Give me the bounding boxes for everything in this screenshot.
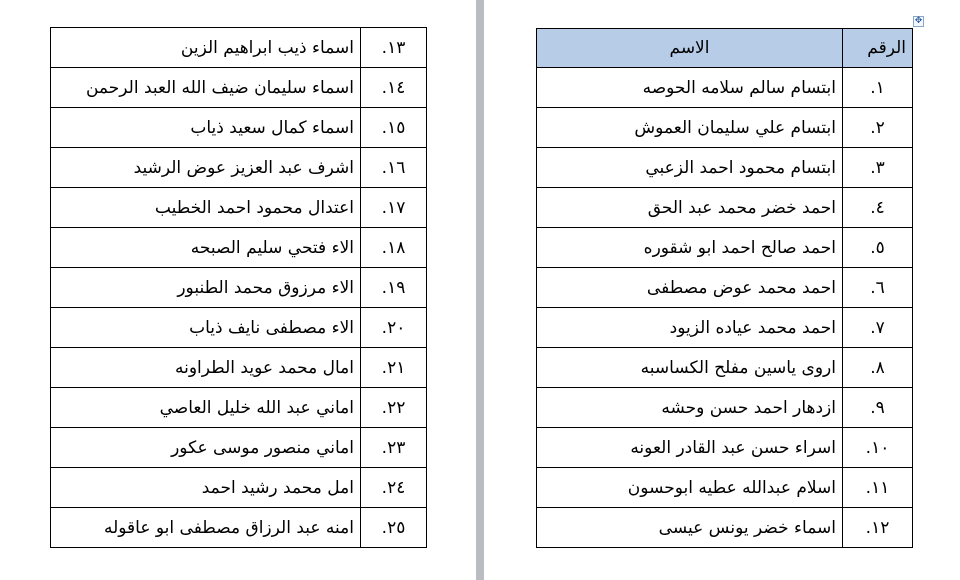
name-column-header: الاسم [537, 29, 843, 68]
table-row [51, 468, 427, 508]
student-name-cell: الاء فتحي سليم الصبحه [51, 228, 361, 268]
table-row [51, 68, 427, 108]
table-row [51, 28, 427, 68]
table-row [537, 348, 913, 388]
row-number-cell: ١١. [843, 468, 913, 508]
number-column-header: الرقم [843, 29, 913, 68]
table-header-row [537, 29, 913, 68]
row-number-cell: ٢٤. [361, 468, 427, 508]
table-row [537, 108, 913, 148]
row-number-cell: ٦. [843, 268, 913, 308]
student-name-cell: الاء مرزوق محمد الطنبور [51, 268, 361, 308]
student-name-cell: اشرف عبد العزيز عوض الرشيد [51, 148, 361, 188]
row-number-cell: ٢١. [361, 348, 427, 388]
row-number-cell: ١٥. [361, 108, 427, 148]
students-table-left [50, 27, 427, 548]
table-row [537, 388, 913, 428]
row-number-cell: ٣. [843, 148, 913, 188]
student-name-cell: اماني عبد الله خليل العاصي [51, 388, 361, 428]
table-row [51, 268, 427, 308]
student-name-cell: امال محمد عويد الطراونه [51, 348, 361, 388]
student-name-cell: الاء مصطفى نايف ذياب [51, 308, 361, 348]
student-name-cell: اعتدال محمود احمد الخطيب [51, 188, 361, 228]
page-divider [476, 0, 484, 580]
table-row [537, 188, 913, 228]
student-name-cell: اسماء سليمان ضيف الله العبد الرحمن [51, 68, 361, 108]
table-row [51, 388, 427, 428]
table-row [537, 148, 913, 188]
table-row [537, 308, 913, 348]
row-number-cell: ١٩. [361, 268, 427, 308]
student-name-cell: اسراء حسن عبد القادر العونه [537, 428, 843, 468]
row-number-cell: ٥. [843, 228, 913, 268]
row-number-cell: ١٠. [843, 428, 913, 468]
row-number-cell: ١٣. [361, 28, 427, 68]
student-name-cell: احمد محمد عوض مصطفى [537, 268, 843, 308]
row-number-cell: ١. [843, 68, 913, 108]
row-number-cell: ٧. [843, 308, 913, 348]
student-name-cell: اسلام عبدالله عطيه ابوحسون [537, 468, 843, 508]
row-number-cell: ١٦. [361, 148, 427, 188]
student-name-cell: امنه عبد الرزاق مصطفى ابو عاقوله [51, 508, 361, 548]
row-number-cell: ٢. [843, 108, 913, 148]
table-row [537, 228, 913, 268]
table-row [51, 228, 427, 268]
student-name-cell: احمد محمد عياده الزيود [537, 308, 843, 348]
table-row [51, 508, 427, 548]
table-row [537, 508, 913, 548]
table-row [51, 428, 427, 468]
student-name-cell: ازدهار احمد حسن وحشه [537, 388, 843, 428]
student-name-cell: اسماء خضر يونس عيسى [537, 508, 843, 548]
student-name-cell: ابتسام محمود احمد الزعبي [537, 148, 843, 188]
student-name-cell: احمد صالح احمد ابو شقوره [537, 228, 843, 268]
table-row [51, 308, 427, 348]
row-number-cell: ١٢. [843, 508, 913, 548]
table-row [51, 148, 427, 188]
table-row [51, 188, 427, 228]
row-number-cell: ١٤. [361, 68, 427, 108]
student-name-cell: ابتسام علي سليمان العموش [537, 108, 843, 148]
table-row [537, 428, 913, 468]
move-arrows-icon[interactable]: ✥ [914, 16, 923, 26]
row-number-cell: ٤. [843, 188, 913, 228]
row-number-cell: ٩. [843, 388, 913, 428]
row-number-cell: ٨. [843, 348, 913, 388]
student-name-cell: امل محمد رشيد احمد [51, 468, 361, 508]
student-name-cell: اسماء ذيب ابراهيم الزين [51, 28, 361, 68]
table-row [537, 268, 913, 308]
row-number-cell: ٢٥. [361, 508, 427, 548]
student-name-cell: اسماء كمال سعيد ذياب [51, 108, 361, 148]
table-row [51, 108, 427, 148]
student-name-cell: ابتسام سالم سلامه الحوصه [537, 68, 843, 108]
row-number-cell: ١٨. [361, 228, 427, 268]
row-number-cell: ٢٢. [361, 388, 427, 428]
table-row [51, 348, 427, 388]
table-row [537, 468, 913, 508]
student-name-cell: اروى ياسين مفلح الكساسبه [537, 348, 843, 388]
student-name-cell: اماني منصور موسى عكور [51, 428, 361, 468]
row-number-cell: ٢٠. [361, 308, 427, 348]
row-number-cell: ١٧. [361, 188, 427, 228]
student-name-cell: احمد خضر محمد عبد الحق [537, 188, 843, 228]
table-row [537, 68, 913, 108]
row-number-cell: ٢٣. [361, 428, 427, 468]
students-table-right [536, 28, 913, 548]
